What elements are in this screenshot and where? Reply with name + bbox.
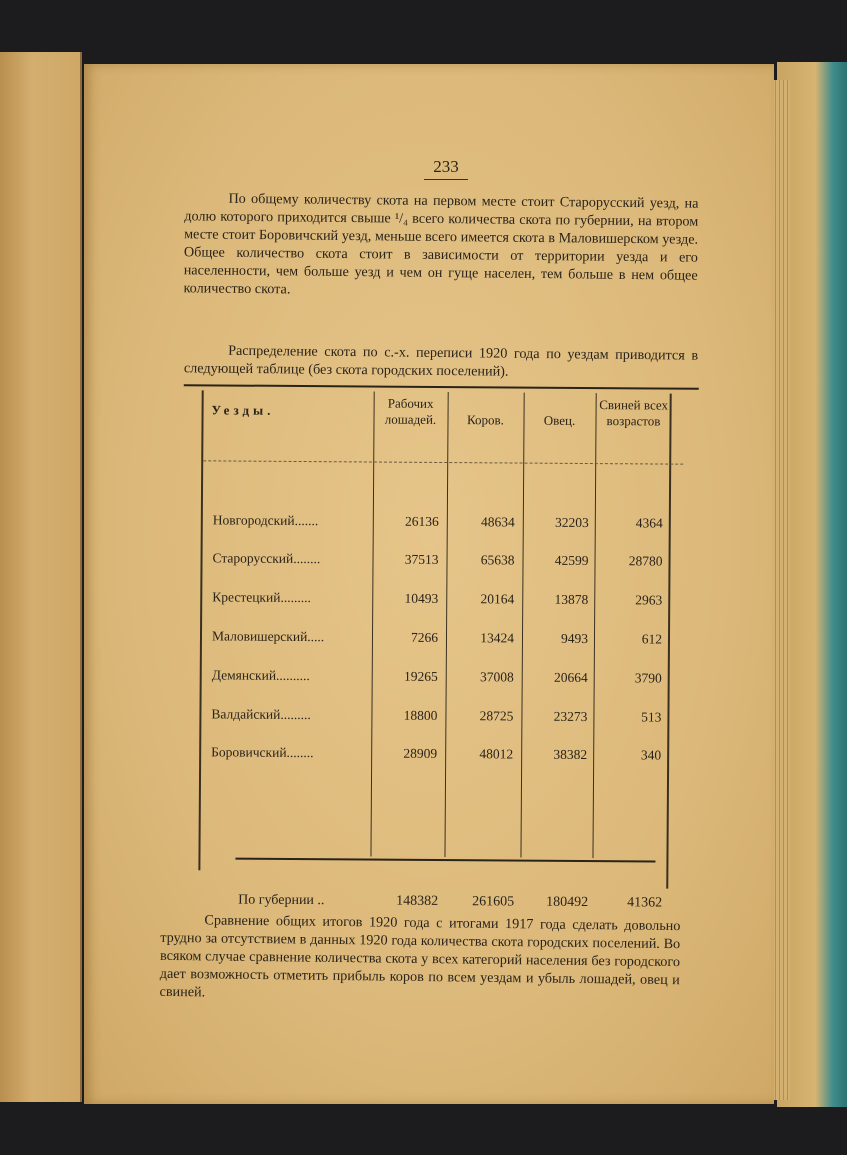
header-sheep: Овец. <box>543 412 576 428</box>
pigs-value: 513 <box>641 709 662 725</box>
page-number: 233 <box>424 157 468 180</box>
table-total-row <box>180 892 700 911</box>
pigs-value: 4364 <box>635 515 663 531</box>
uezd-name: Боровичский........ <box>211 744 314 761</box>
paragraph-1: По общему количеству скота на первом месте стоит Старорусский уезд, на долю которого приходится свыше ¹/₄ всего количества скота по губернии, на втором месте стоит Боровичский уезд, меньше всего имеется скота в Маловишерском уезде. Общее количество скота стоит в зависимости от территории уезда и его населенности, чем больше уезд и чем он гуще населен, тем больше в нем общее количество скота. <box>183 190 699 298</box>
header-horses: Рабочих лошадей. <box>384 395 437 427</box>
cows-value: 48634 <box>481 514 515 530</box>
horses-value: 37513 <box>404 551 439 567</box>
horses-value: 18800 <box>403 707 438 723</box>
horses-value: 7266 <box>410 629 439 645</box>
uezd-name: Маловишерский..... <box>211 628 325 645</box>
header-cows: Коров. <box>466 412 505 428</box>
header-separator <box>203 460 683 464</box>
cows-value: 20164 <box>480 591 515 607</box>
sheep-value: 38382 <box>553 746 588 763</box>
sheep-value: 42599 <box>554 552 589 569</box>
pigs-value: 28780 <box>628 553 663 569</box>
total-sheep: 180492 <box>546 894 589 911</box>
total-pigs: 41362 <box>627 895 663 911</box>
cows-value: 13424 <box>480 630 515 646</box>
table-row <box>182 667 702 695</box>
book-page <box>84 64 774 1104</box>
sheep-value: 23273 <box>553 708 588 725</box>
table-row <box>181 744 701 772</box>
header-uezd: Уезды. <box>211 402 275 418</box>
pigs-value: 3790 <box>634 670 662 686</box>
table-row <box>182 589 702 617</box>
pigs-value: 612 <box>641 631 663 647</box>
table-row <box>182 550 702 578</box>
total-horses: 148382 <box>396 893 439 909</box>
horses-value: 28909 <box>403 745 438 761</box>
uezd-name: Валдайский......... <box>211 706 311 723</box>
horses-value: 19265 <box>403 668 438 684</box>
livestock-table <box>180 384 703 911</box>
uezd-name: Демянский.......... <box>211 667 310 684</box>
paragraph-2: Распределение скота по с.-х. переписи 1920 года по уездам приводится в следующей таблице (без скота городских поселений). <box>183 342 699 380</box>
horses-value: 10493 <box>404 590 439 606</box>
table-top-rule <box>184 384 699 390</box>
cows-value: 28725 <box>479 708 514 724</box>
sheep-value: 20664 <box>553 669 588 686</box>
pigs-value: 340 <box>640 747 662 763</box>
sheep-value: 32203 <box>555 514 589 531</box>
horses-value: 26136 <box>405 513 439 529</box>
total-cows: 261605 <box>472 894 515 910</box>
cows-value: 37008 <box>479 669 514 685</box>
table-row <box>182 628 702 656</box>
cows-value: 65638 <box>480 552 515 568</box>
table-row <box>181 706 701 734</box>
total-label: По губернии .. <box>238 892 325 909</box>
left-page-edge <box>0 52 82 1102</box>
uezd-name: Крестецкий......... <box>212 589 311 606</box>
header-pigs: Свиней всех возрастов <box>599 397 669 429</box>
sheep-value: 9493 <box>560 630 589 647</box>
cows-value: 48012 <box>479 746 514 762</box>
uezd-name: Старорусский........ <box>212 550 321 567</box>
pigs-value: 2963 <box>635 592 663 608</box>
table-total-rule <box>235 858 655 863</box>
paragraph-3: Сравнение общих итогов 1920 года с итогами 1917 года сделать довольно трудно за отсутствием в данных 1920 года количества скота городских поселений. Во всяком случае сравнение количества скота у всех категорий населения без городского дает возможность отметить прибыль коров по всем уездам и убыль лошадей, овец и свиней. <box>159 912 681 1001</box>
table-row <box>183 512 703 540</box>
uezd-name: Новгородский....... <box>212 512 319 529</box>
sheep-value: 13878 <box>554 591 589 608</box>
